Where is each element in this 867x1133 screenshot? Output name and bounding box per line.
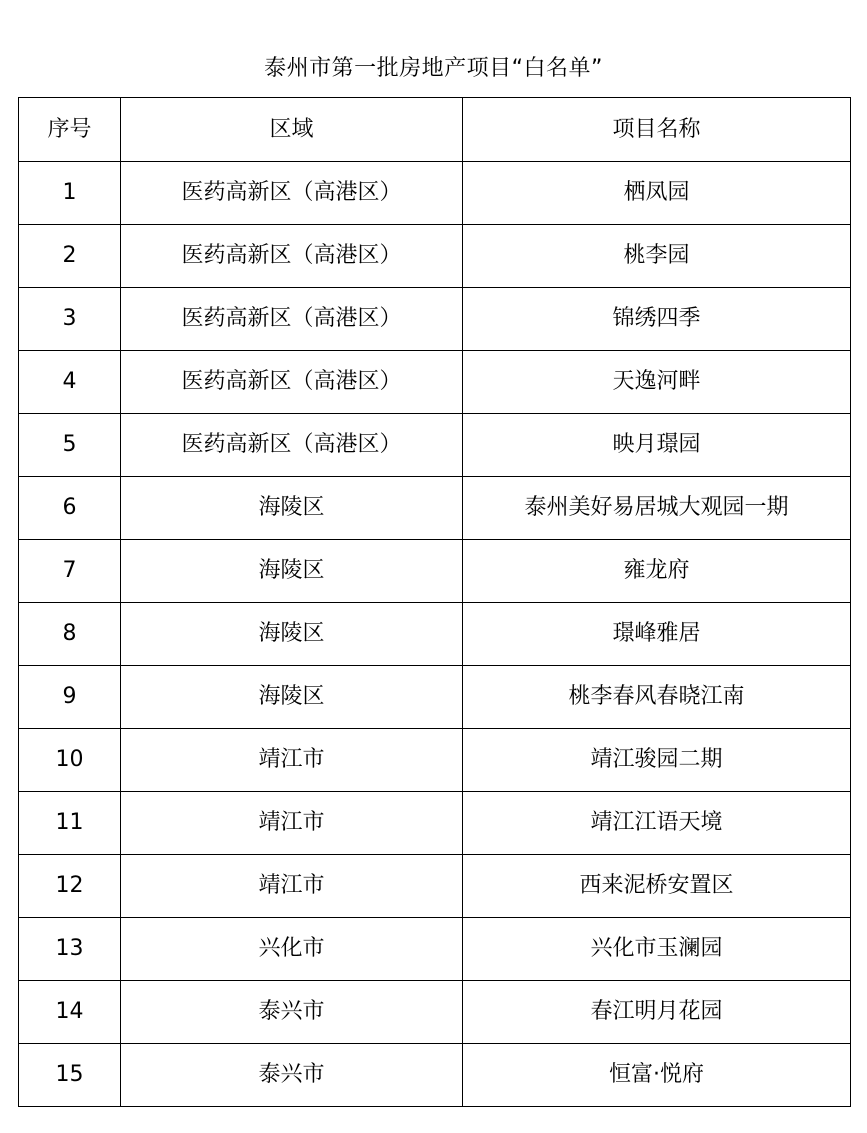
cell-area: 泰兴市 [121,1044,463,1107]
cell-project-name: 靖江骏园二期 [463,729,851,792]
cell-area: 医药高新区（高港区） [121,225,463,288]
column-header-number: 序号 [19,98,121,162]
cell-project-name: 锦绣四季 [463,288,851,351]
cell-number: 11 [19,792,121,855]
cell-project-name: 雍龙府 [463,540,851,603]
cell-number: 12 [19,855,121,918]
cell-number: 6 [19,477,121,540]
cell-project-name: 泰州美好易居城大观园一期 [463,477,851,540]
cell-project-name: 天逸河畔 [463,351,851,414]
table-header-row [19,98,851,162]
column-header-project-name: 项目名称 [463,98,851,162]
table-row [19,162,851,225]
cell-project-name: 兴化市玉澜园 [463,918,851,981]
cell-project-name: 璟峰雅居 [463,603,851,666]
cell-project-name: 靖江江语天境 [463,792,851,855]
cell-number: 1 [19,162,121,225]
table-row [19,1044,851,1107]
table-row [19,792,851,855]
cell-number: 7 [19,540,121,603]
table-row [19,414,851,477]
document-title: 泰州市第一批房地产项目“白名单” [264,56,603,81]
table-row [19,666,851,729]
cell-project-name: 恒富·悦府 [463,1044,851,1107]
cell-area: 海陵区 [121,540,463,603]
table-row [19,225,851,288]
table-row [19,288,851,351]
cell-number: 10 [19,729,121,792]
cell-area: 医药高新区（高港区） [121,288,463,351]
cell-number: 15 [19,1044,121,1107]
table-row [19,351,851,414]
cell-area: 医药高新区（高港区） [121,351,463,414]
cell-number: 2 [19,225,121,288]
table-row [19,540,851,603]
cell-number: 8 [19,603,121,666]
table-row [19,981,851,1044]
cell-area: 海陵区 [121,603,463,666]
cell-project-name: 西来泥桥安置区 [463,855,851,918]
cell-area: 靖江市 [121,792,463,855]
project-whitelist-table [18,97,851,1107]
cell-area: 海陵区 [121,477,463,540]
cell-number: 5 [19,414,121,477]
table-row [19,855,851,918]
cell-area: 靖江市 [121,855,463,918]
cell-area: 海陵区 [121,666,463,729]
cell-area: 靖江市 [121,729,463,792]
column-header-area: 区域 [121,98,463,162]
cell-project-name: 映月璟园 [463,414,851,477]
cell-area: 医药高新区（高港区） [121,162,463,225]
table-row [19,918,851,981]
cell-project-name: 桃李春风春晓江南 [463,666,851,729]
table-row [19,477,851,540]
cell-number: 9 [19,666,121,729]
cell-number: 14 [19,981,121,1044]
cell-project-name: 春江明月花园 [463,981,851,1044]
cell-area: 兴化市 [121,918,463,981]
cell-number: 4 [19,351,121,414]
cell-area: 泰兴市 [121,981,463,1044]
table-row [19,729,851,792]
cell-project-name: 栖凤园 [463,162,851,225]
cell-area: 医药高新区（高港区） [121,414,463,477]
cell-project-name: 桃李园 [463,225,851,288]
table-row [19,603,851,666]
cell-number: 3 [19,288,121,351]
cell-number: 13 [19,918,121,981]
